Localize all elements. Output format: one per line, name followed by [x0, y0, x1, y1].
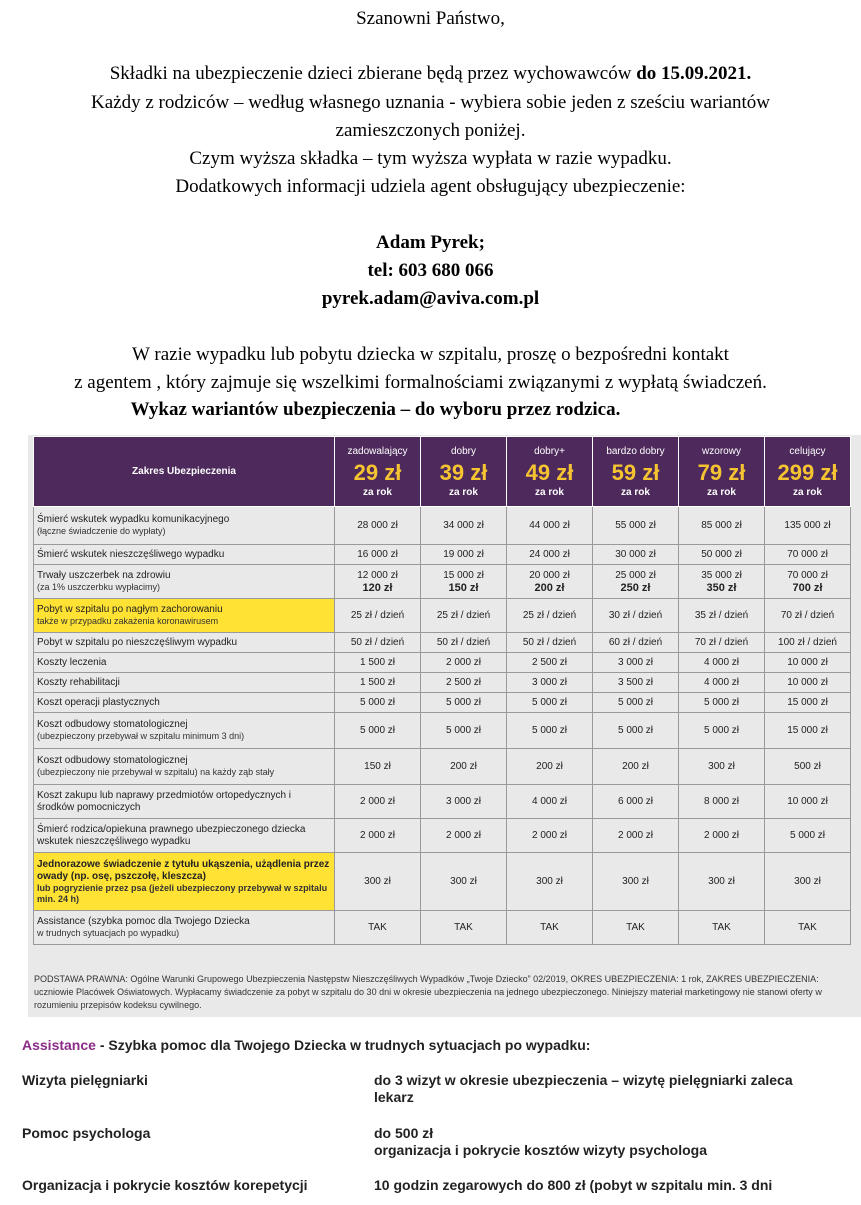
row-value-text: 70 zł / dzień — [780, 609, 835, 621]
row-value — [335, 507, 421, 545]
row-value — [421, 599, 507, 633]
row-value-text: 200 zł — [622, 760, 649, 772]
row-label-text: Śmierć wskutek wypadku komunikacyjnego — [37, 514, 230, 525]
assistance-item-label: Wizyta pielęgniarki — [22, 1072, 148, 1088]
row-value — [593, 693, 679, 713]
table-body — [34, 507, 851, 945]
variant-header — [593, 437, 679, 507]
variant-name: zadowalający — [347, 446, 408, 457]
row-value-text: 85 000 zł — [701, 519, 742, 531]
assistance-item-value-line: organizacja i pokrycie kosztów wizyty psychologa — [374, 1142, 707, 1158]
row-value — [507, 633, 593, 653]
row-value — [421, 713, 507, 749]
variant-header — [765, 437, 851, 507]
assistance-title-text: - Szybka pomoc dla Twojego Dziecka w trudnych sytuacjach po wypadku: — [95, 1037, 591, 1053]
agent-name: Adam Pyrek; — [376, 232, 485, 253]
row-value — [335, 911, 421, 945]
row-value-text: 5 000 zł — [445, 724, 482, 736]
row-value — [765, 785, 851, 819]
variant-price: 299 zł — [777, 460, 838, 485]
row-value — [593, 819, 679, 853]
row-value-text: 15 000 zł — [787, 696, 828, 708]
row-value-text: 5 000 zł — [617, 696, 654, 708]
row-value — [421, 693, 507, 713]
row-value — [507, 693, 593, 713]
row-value-text: 2 000 zł — [617, 829, 654, 841]
deadline-date: do 15.09.2021. — [636, 63, 752, 84]
intro-line-4: Czym wyższa składka – tym wyższa wypłata w razie wypadku. — [189, 148, 672, 169]
row-value-text: TAK — [368, 921, 387, 933]
row-value — [421, 819, 507, 853]
variant-price: 49 zł — [525, 460, 574, 485]
table-row — [34, 911, 851, 945]
row-value — [593, 785, 679, 819]
row-label — [34, 507, 335, 545]
variant-price: 59 zł — [611, 460, 660, 485]
row-label — [34, 911, 335, 945]
row-value-text: 8 000 zł — [703, 795, 740, 807]
contact-line-2: z agentem , który zajmuje się wszelkimi formalnościami związanymi z wypłatą świadczeń. — [74, 372, 767, 393]
intro-line-1-text: Składki na ubezpieczenie dzieci zbierane będą przez wychowawców — [109, 63, 637, 84]
variant-name: wzorowy — [702, 446, 741, 457]
row-value — [679, 911, 765, 945]
row-value — [335, 853, 421, 911]
row-value-per-percent: 120 zł — [362, 581, 393, 594]
row-value-text: 25 000 zł — [615, 569, 656, 581]
row-value — [335, 633, 421, 653]
row-value-text: 300 zł — [622, 875, 649, 887]
row-label-text: Śmierć rodzica/opiekuna prawnego ubezpieczonego dziecka wskutek nieszczęśliwego wypadku — [37, 823, 306, 847]
table-row — [34, 713, 851, 749]
row-label — [34, 819, 335, 853]
row-value-text: 35 000 zł — [701, 569, 742, 581]
variant-header — [421, 437, 507, 507]
row-value-text: 12 000 zł — [357, 569, 398, 581]
scope-header: Zakres Ubezpieczenia — [34, 437, 335, 507]
contact-line-1: W razie wypadku lub pobytu dziecka w szpitalu, proszę o bezpośredni kontakt — [132, 344, 729, 365]
row-value-text: 5 000 zł — [531, 724, 568, 736]
row-value — [335, 545, 421, 565]
row-label-text: Assistance (szybka pomoc dla Twojego Dziecka — [37, 916, 250, 927]
variant-price: 79 zł — [697, 460, 746, 485]
assistance-item-value — [374, 1125, 834, 1159]
row-value — [593, 653, 679, 673]
row-label-note: (ubezpieczony nie przebywał w szpitalu) na każdy ząb stały — [37, 767, 275, 777]
row-value — [679, 507, 765, 545]
row-value — [421, 565, 507, 599]
row-label-text: Koszty rehabilitacji — [37, 676, 120, 688]
row-value — [679, 853, 765, 911]
variant-header — [335, 437, 421, 507]
row-value-text: 15 000 zł — [443, 569, 484, 581]
row-value-text: 300 zł — [708, 875, 735, 887]
variant-name: celujący — [789, 446, 826, 457]
row-value — [679, 633, 765, 653]
row-value-text: 4 000 zł — [703, 676, 740, 688]
row-value-text: 2 000 zł — [703, 829, 740, 841]
row-value — [593, 673, 679, 693]
row-value-text: 5 000 zł — [359, 724, 396, 736]
row-label-text: Koszt operacji plastycznych — [37, 696, 160, 708]
row-value-text: 100 zł / dzień — [778, 636, 837, 648]
row-label — [34, 785, 335, 819]
variant-period: za rok — [535, 487, 564, 498]
row-value-text: 10 000 zł — [787, 795, 828, 807]
table-row — [34, 507, 851, 545]
legal-notice: PODSTAWA PRAWNA: Ogólne Warunki Grupowego Ubezpieczenia Następstw Nieszczęśliwych Wypadków „Twoje Dziecko” 02/2019, OKRES UBEZPIECZENIA: 1 rok, ZAKRES UBEZPIECZENIA: uczniowie Placówek Oświatowych. Wypłacamy świadczenie za pobyt w szpitalu do 30 dni w okresie ubezpieczenia na jednego ubezpieczonego. Niniejszy materiał marketingowy nie stanowi oferty w rozumieniu przepisów kodeksu cywilnego. — [34, 974, 822, 1010]
row-label-note: (ubezpieczony przebywał w szpitalu minimum 3 dni) — [37, 731, 245, 741]
row-value-text: 60 zł / dzień — [608, 636, 663, 648]
row-value-text: 30 000 zł — [615, 548, 656, 560]
row-value — [679, 653, 765, 673]
row-value-text: 19 000 zł — [443, 548, 484, 560]
row-value-text: 15 000 zł — [787, 724, 828, 736]
row-value — [335, 819, 421, 853]
row-value — [765, 633, 851, 653]
row-label — [34, 545, 335, 565]
row-value — [507, 713, 593, 749]
row-value — [421, 653, 507, 673]
variants-heading: Wykaz wariantów ubezpieczenia – do wyboru przez rodzica. — [130, 399, 621, 420]
row-value — [421, 853, 507, 911]
row-value-text: 5 000 zł — [703, 724, 740, 736]
row-value-text: 200 zł — [536, 760, 563, 772]
row-value-text: 300 zł — [536, 875, 563, 887]
row-value — [421, 785, 507, 819]
row-value-text: 2 500 zł — [445, 676, 482, 688]
row-label-text: Trwały uszczerbek na zdrowiu — [37, 570, 171, 581]
row-value-text: 5 000 zł — [703, 696, 740, 708]
row-value-text: 3 000 zł — [445, 795, 482, 807]
row-value-text: 135 000 zł — [784, 519, 831, 531]
variant-name: bardzo dobry — [606, 446, 665, 457]
row-value — [679, 599, 765, 633]
row-value — [335, 713, 421, 749]
intro-line-5: Dodatkowych informacji udziela agent obsługujący ubezpieczenie: — [175, 176, 686, 197]
row-value-text: 24 000 zł — [529, 548, 570, 560]
row-value — [507, 545, 593, 565]
table-row — [34, 565, 851, 599]
row-value — [421, 633, 507, 653]
row-value-text: 6 000 zł — [617, 795, 654, 807]
row-value-text: 1 500 zł — [359, 676, 396, 688]
row-value — [335, 599, 421, 633]
row-value — [335, 785, 421, 819]
insurance-table-panel — [28, 435, 861, 1017]
assistance-item-label: Pomoc psychologa — [22, 1125, 151, 1141]
variant-name: dobry+ — [534, 446, 565, 457]
variant-price: 39 zł — [439, 460, 488, 485]
assistance-item-value: 10 godzin zegarowych do 800 zł (pobyt w szpitalu min. 3 dni — [374, 1177, 773, 1193]
table-row — [34, 633, 851, 653]
row-value — [335, 749, 421, 785]
row-label — [34, 633, 335, 653]
row-value-text: 5 000 zł — [531, 696, 568, 708]
row-value — [507, 565, 593, 599]
row-value — [421, 507, 507, 545]
row-value — [421, 545, 507, 565]
intro-line-1 — [0, 62, 861, 86]
row-value-text: 50 zł / dzień — [436, 636, 491, 648]
row-value-text: 34 000 zł — [443, 519, 484, 531]
row-value — [335, 653, 421, 673]
row-value-text: 2 000 zł — [359, 795, 396, 807]
row-value-per-percent: 700 zł — [792, 581, 823, 594]
row-value — [507, 653, 593, 673]
row-label-note: także w przypadku zakażenia koronawirusem — [37, 616, 219, 626]
row-value-text: 4 000 zł — [703, 656, 740, 668]
row-value — [593, 911, 679, 945]
row-value — [679, 785, 765, 819]
row-value — [593, 599, 679, 633]
row-value-text: 2 000 zł — [445, 656, 482, 668]
row-value-text: 5 000 zł — [617, 724, 654, 736]
row-value-text: 55 000 zł — [615, 519, 656, 531]
row-value — [507, 785, 593, 819]
row-value — [593, 713, 679, 749]
table-row — [34, 693, 851, 713]
variant-header — [679, 437, 765, 507]
row-value-text: 16 000 zł — [357, 548, 398, 560]
row-label — [34, 713, 335, 749]
row-value — [765, 853, 851, 911]
row-value — [679, 749, 765, 785]
row-value-text: 3 000 zł — [531, 676, 568, 688]
intro-line-2: Każdy z rodziców – według własnego uznania - wybiera sobie jeden z sześciu wariantów — [91, 92, 770, 113]
row-label-text: Koszt zakupu lub naprawy przedmiotów ortopedycznych i środków pomocniczych — [37, 789, 292, 813]
intro-line-3: zamieszczonych poniżej. — [335, 120, 526, 141]
row-value — [507, 673, 593, 693]
row-value — [335, 673, 421, 693]
insurance-table — [33, 436, 851, 945]
row-value — [679, 819, 765, 853]
row-value — [765, 713, 851, 749]
row-value-text: 50 000 zł — [701, 548, 742, 560]
greeting: Szanowni Państwo, — [356, 8, 505, 29]
row-value-text: TAK — [454, 921, 473, 933]
row-value — [765, 819, 851, 853]
assistance-item-label: Organizacja i pokrycie kosztów korepetycji — [22, 1177, 308, 1193]
row-label-note: (za 1% uszczerbku wypłacimy) — [37, 582, 161, 592]
row-value-text: 70 zł / dzień — [694, 636, 749, 648]
row-value — [421, 749, 507, 785]
row-label — [34, 853, 335, 911]
variant-period: za rok — [363, 487, 392, 498]
table-row — [34, 653, 851, 673]
assistance-title-accent: Assistance — [22, 1037, 96, 1053]
row-value — [507, 911, 593, 945]
agent-phone: tel: 603 680 066 — [367, 260, 494, 281]
row-value — [593, 633, 679, 653]
assistance-item-value: do 3 wizyt w okresie ubezpieczenia – wizytę pielęgniarki zaleca lekarz — [374, 1072, 793, 1105]
row-value-text: 25 zł / dzień — [350, 609, 405, 621]
row-value-text: 25 zł / dzień — [436, 609, 491, 621]
table-row — [34, 749, 851, 785]
row-value-text: 70 000 zł — [787, 569, 828, 581]
row-label — [34, 653, 335, 673]
row-value-per-percent: 150 zł — [448, 581, 479, 594]
table-row — [34, 545, 851, 565]
agent-email: pyrek.adam@aviva.com.pl — [321, 288, 540, 309]
row-value — [507, 507, 593, 545]
row-value — [421, 911, 507, 945]
row-value — [765, 693, 851, 713]
row-value-text: TAK — [540, 921, 559, 933]
row-value-text: 28 000 zł — [357, 519, 398, 531]
row-value-text: 300 zł — [794, 875, 821, 887]
row-value-text: 300 zł — [450, 875, 477, 887]
row-value-per-percent: 250 zł — [620, 581, 651, 594]
row-label-note: w trudnych sytuacjach po wypadku) — [37, 928, 180, 938]
row-label-text: Pobyt w szpitalu po nagłym zachorowaniu — [37, 604, 223, 615]
row-label — [34, 693, 335, 713]
row-value-text: 2 000 zł — [531, 829, 568, 841]
row-value — [507, 599, 593, 633]
row-value-text: 300 zł — [708, 760, 735, 772]
row-value-text: 30 zł / dzień — [608, 609, 663, 621]
row-value — [765, 749, 851, 785]
row-value — [593, 565, 679, 599]
table-row — [34, 819, 851, 853]
row-value-text: 20 000 zł — [529, 569, 570, 581]
row-value-text: 4 000 zł — [531, 795, 568, 807]
row-value-text: 5 000 zł — [359, 696, 396, 708]
row-value-text: 10 000 zł — [787, 656, 828, 668]
row-label-text: Śmierć wskutek nieszczęśliwego wypadku — [37, 548, 225, 560]
row-value-text: 50 zł / dzień — [522, 636, 577, 648]
row-value-text: 2 000 zł — [445, 829, 482, 841]
row-value-text: 500 zł — [794, 760, 821, 772]
row-label-text: Koszty leczenia — [37, 656, 107, 668]
row-value-text: 5 000 zł — [445, 696, 482, 708]
table-row — [34, 853, 851, 911]
row-label-note: lub pogryzienie przez psa (jeżeli ubezpieczony przebywał w szpitalu min. 24 h) — [37, 882, 328, 904]
row-value — [507, 819, 593, 853]
row-value — [679, 565, 765, 599]
row-value — [765, 653, 851, 673]
row-value-text: 5 000 zł — [789, 829, 826, 841]
row-value-text: TAK — [626, 921, 645, 933]
row-value — [765, 507, 851, 545]
variant-period: za rok — [707, 487, 736, 498]
row-value-text: 150 zł — [364, 760, 391, 772]
variant-name: dobry — [450, 446, 476, 457]
row-value-text: 3 500 zł — [617, 676, 654, 688]
variant-header — [507, 437, 593, 507]
row-value-text: 200 zł — [450, 760, 477, 772]
row-value-text: TAK — [798, 921, 817, 933]
row-value — [335, 565, 421, 599]
row-value-text: TAK — [712, 921, 731, 933]
row-label-text: Jednorazowe świadczenie z tytułu ukąszenia, użądlenia przez owady (np. osę, pszczołę, kleszcza) — [37, 858, 330, 882]
row-label-text: Koszt odbudowy stomatologicznej — [37, 755, 188, 766]
row-value-per-percent: 350 zł — [706, 581, 737, 594]
row-value-text: 70 000 zł — [787, 548, 828, 560]
row-value — [421, 673, 507, 693]
row-value — [765, 565, 851, 599]
row-value — [335, 693, 421, 713]
row-value-text: 35 zł / dzień — [694, 609, 749, 621]
table-row — [34, 785, 851, 819]
row-value-text: 2 500 zł — [531, 656, 568, 668]
table-header-row — [34, 437, 851, 507]
row-value — [679, 545, 765, 565]
row-value — [679, 713, 765, 749]
row-label — [34, 749, 335, 785]
row-value-text: 50 zł / dzień — [350, 636, 405, 648]
row-value — [679, 673, 765, 693]
row-value — [765, 545, 851, 565]
variant-period: za rok — [621, 487, 650, 498]
row-label-text: Koszt odbudowy stomatologicznej — [37, 719, 188, 730]
row-label — [34, 599, 335, 633]
row-value — [765, 599, 851, 633]
row-value — [765, 673, 851, 693]
row-value-per-percent: 200 zł — [534, 581, 565, 594]
row-value-text: 1 500 zł — [359, 656, 396, 668]
row-value — [679, 693, 765, 713]
row-value-text: 25 zł / dzień — [522, 609, 577, 621]
row-value — [507, 853, 593, 911]
row-value-text: 3 000 zł — [617, 656, 654, 668]
row-value — [507, 749, 593, 785]
row-label — [34, 673, 335, 693]
row-label-text: Pobyt w szpitalu po nieszczęśliwym wypadku — [37, 636, 238, 648]
row-value — [593, 507, 679, 545]
assistance-item-value-line: do 500 zł — [374, 1125, 434, 1141]
row-value-text: 300 zł — [364, 875, 391, 887]
variant-period: za rok — [793, 487, 822, 498]
row-value-text: 2 000 zł — [359, 829, 396, 841]
row-value-text: 44 000 zł — [529, 519, 570, 531]
row-value — [765, 911, 851, 945]
row-value — [593, 545, 679, 565]
row-value — [593, 853, 679, 911]
table-row — [34, 673, 851, 693]
row-label — [34, 565, 335, 599]
table-row — [34, 599, 851, 633]
row-value-text: 10 000 zł — [787, 676, 828, 688]
row-label-note: (łączne świadczenie do wypłaty) — [37, 526, 166, 536]
variant-price: 29 zł — [353, 460, 402, 485]
row-value — [593, 749, 679, 785]
variant-period: za rok — [449, 487, 478, 498]
assistance-title — [22, 1037, 590, 1053]
